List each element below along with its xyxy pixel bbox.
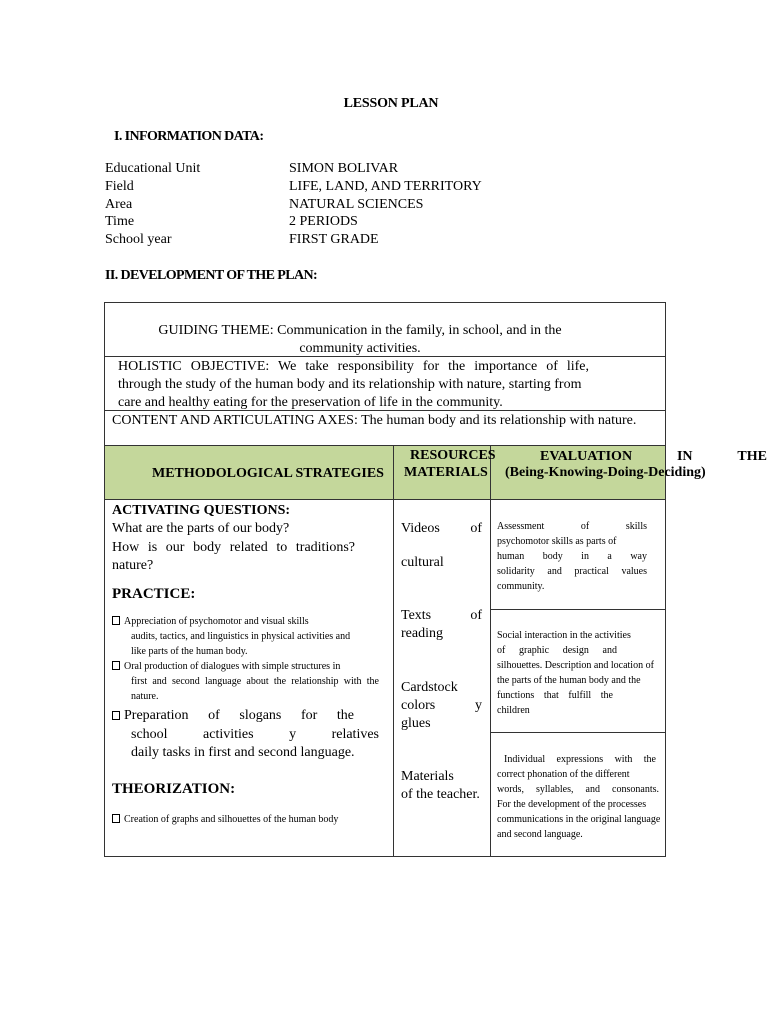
header-evaluation-word: THE	[737, 449, 767, 464]
resource-text: reading	[401, 626, 443, 641]
eval-divider	[490, 732, 666, 733]
holistic-objective	[118, 358, 608, 412]
practice-text: school activities y relatives	[131, 727, 379, 742]
row-divider	[104, 499, 666, 500]
practice-text: Oral production of dialogues with simple structures in	[124, 661, 341, 672]
resource-text: Texts of	[401, 608, 482, 623]
evaluation-text: words, syllables, and consonants.	[497, 784, 659, 795]
question: How is our body related to traditions?	[112, 540, 355, 555]
resource-text: colors y	[401, 698, 482, 713]
theorization-text: Creation of graphs and silhouettes of the human body	[124, 814, 339, 825]
checkbox-bullet-icon	[112, 814, 120, 823]
evaluation-text: Social interaction in the activities	[497, 630, 631, 641]
checkbox-bullet-icon	[112, 616, 120, 625]
info-value: FIRST GRADE	[289, 232, 379, 247]
info-value: SIMON BOLIVAR	[289, 161, 399, 176]
resource-text: cultural	[401, 555, 444, 570]
evaluation-text: and second language.	[497, 829, 583, 840]
header-evaluation-sub: (Being-Knowing-Doing-Deciding)	[505, 465, 706, 480]
info-label: Area	[105, 197, 133, 212]
holistic-line: through the study of the human body and its relationship with nature, starting from	[118, 377, 582, 392]
resource-text: of the teacher.	[401, 787, 480, 802]
practice-text: like parts of the human body.	[131, 646, 248, 657]
content-axes: CONTENT AND ARTICULATING AXES: The human body and its relationship with nature.	[112, 413, 637, 428]
eval-divider	[490, 609, 666, 610]
evaluation-text: correct phonation of the different	[497, 769, 630, 780]
theorization-item	[112, 812, 388, 827]
evaluation-cell-2	[497, 628, 673, 718]
question: nature?	[112, 558, 154, 573]
evaluation-text: communications in the original language	[497, 814, 661, 825]
holistic-line: care and healthy eating for the preservation of life in the community.	[118, 395, 503, 410]
header-materials-label: MATERIALS	[404, 465, 488, 480]
practice-text: audits, tactics, and linguistics in physical activities and	[131, 631, 351, 642]
checkbox-bullet-icon	[112, 661, 120, 670]
practice-item	[112, 659, 388, 704]
question: What are the parts of our body?	[112, 521, 290, 536]
guiding-theme-line: community activities.	[299, 341, 421, 356]
resource-text: Cardstock	[401, 680, 458, 695]
guiding-theme	[140, 322, 580, 358]
evaluation-text: For the development of the processes	[497, 799, 647, 810]
evaluation-cell-3	[497, 752, 667, 842]
resources-cell	[401, 520, 482, 804]
header-evaluation-word: IN	[676, 449, 693, 464]
practice-text: first and second language about the relationship with the	[131, 676, 379, 687]
activating-heading: ACTIVATING QUESTIONS:	[112, 503, 291, 518]
evaluation-text: solidarity and practical values	[497, 566, 647, 577]
practice-text: daily tasks in first and second language.	[131, 745, 355, 760]
info-label: Field	[105, 179, 134, 194]
evaluation-text: human body in a way	[497, 551, 647, 562]
evaluation-text: psychomotor skills as parts of	[497, 536, 617, 547]
evaluation-text: functions that fulfill the	[497, 690, 613, 701]
section-heading-development: II. DEVELOPMENT OF THE PLAN:	[105, 268, 318, 283]
info-value: 2 PERIODS	[289, 214, 358, 229]
practice-text: nature.	[131, 691, 159, 702]
theorization-heading: THEORIZATION:	[112, 781, 236, 797]
resource-text: Videos of	[401, 521, 482, 536]
evaluation-text: Assessment of skills	[497, 521, 647, 532]
info-value: NATURAL SCIENCES	[289, 197, 424, 212]
resource-text: glues	[401, 716, 431, 731]
info-value: LIFE, LAND, AND TERRITORY	[289, 179, 482, 194]
header-evaluation	[540, 448, 767, 465]
section-heading-information: I. INFORMATION DATA:	[114, 129, 264, 144]
header-evaluation-word: EVALUATION	[540, 449, 633, 464]
practice-item	[112, 614, 388, 659]
column-divider	[393, 446, 394, 857]
evaluation-cell-1	[497, 519, 647, 594]
info-label: Educational Unit	[105, 161, 201, 176]
evaluation-text: silhouettes. Description and location of	[497, 660, 654, 671]
info-label: School year	[105, 232, 172, 247]
evaluation-text: children	[497, 705, 530, 716]
practice-item	[112, 707, 388, 762]
holistic-line: HOLISTIC OBJECTIVE: We take responsibility for the importance of life,	[118, 359, 589, 374]
header-strategies: METHODOLOGICAL STRATEGIES	[152, 466, 384, 481]
page-title: LESSON PLAN	[343, 96, 439, 111]
evaluation-text: Individual expressions with the	[504, 754, 656, 765]
info-label: Time	[105, 214, 135, 229]
column-divider	[490, 446, 491, 857]
guiding-theme-line: GUIDING THEME: Communication in the family, in school, and in the	[158, 323, 562, 338]
evaluation-text: community.	[497, 581, 545, 592]
header-resources: RESOURCES	[410, 448, 496, 463]
evaluation-text: of graphic design and	[497, 645, 617, 656]
evaluation-text: the parts of the human body and the	[497, 675, 641, 686]
practice-heading: PRACTICE:	[112, 586, 196, 602]
strategies-cell	[112, 502, 388, 827]
resource-text: Materials	[401, 769, 454, 784]
practice-text: Preparation of slogans for the	[124, 708, 354, 723]
checkbox-bullet-icon	[112, 711, 120, 720]
practice-text: Appreciation of psychomotor and visual skills	[124, 616, 309, 627]
